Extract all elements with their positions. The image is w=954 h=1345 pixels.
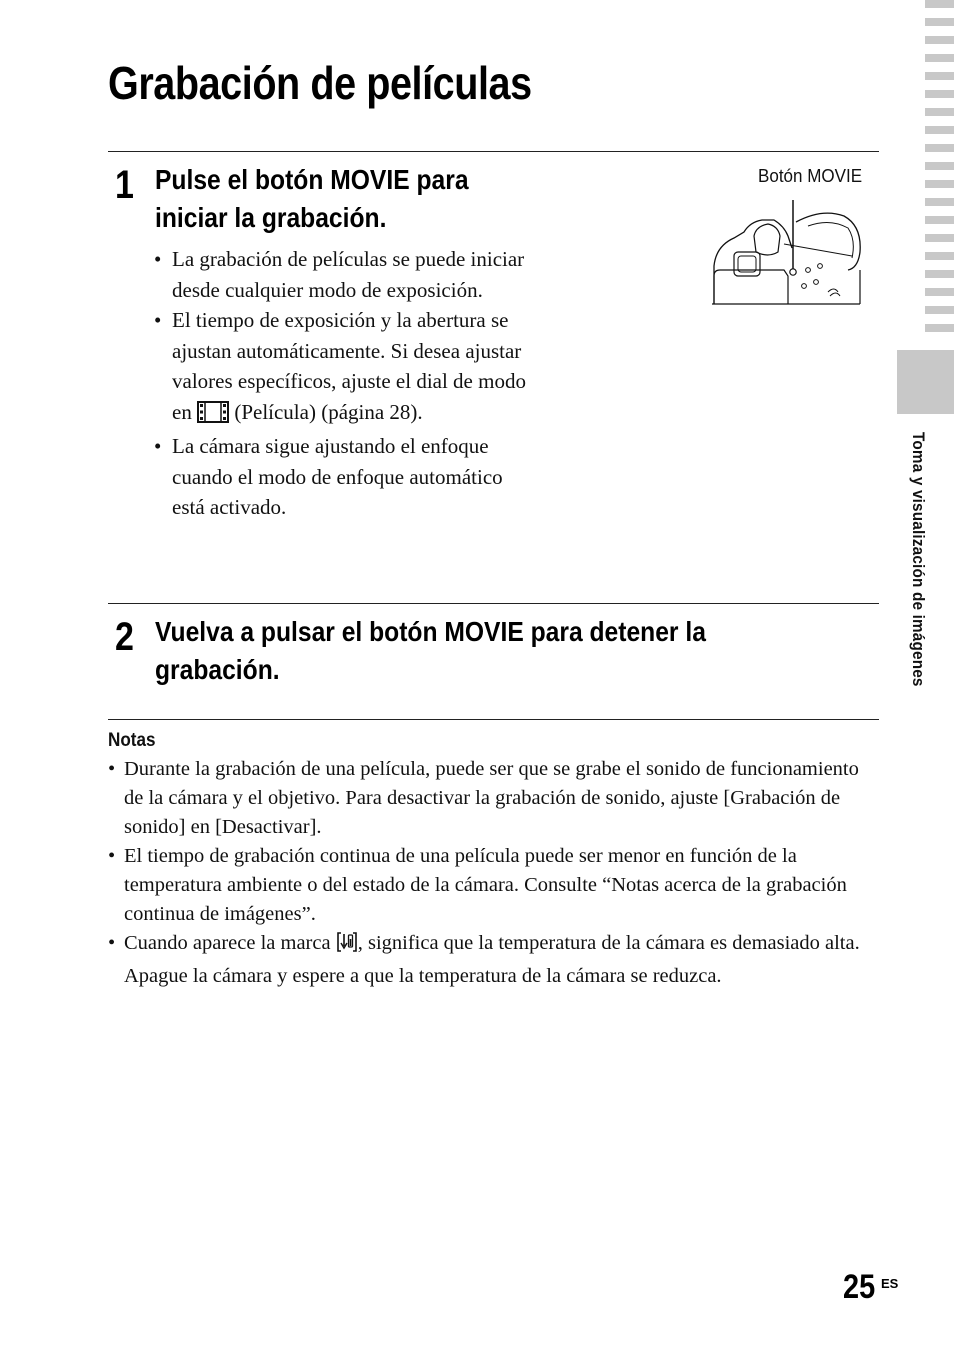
list-item: • El tiempo de grabación continua de una película puede ser menor en función de la temperatura ambiente o del estado de la cámara. Consulte “Notas acerca de la grabación continua de imágenes”. <box>108 842 878 929</box>
temperature-warning-icon <box>336 931 358 962</box>
step-2-heading <box>155 613 706 689</box>
page-language: ES <box>881 1276 899 1291</box>
list-item: • Durante la grabación de una película, puede ser que se grabe el sonido de funcionamiento de la cámara y el objetivo. Para desactivar la grabación de sonido, ajuste [Grabación de sonido] en [Desactivar]. <box>108 755 878 842</box>
step-1-heading-line1: Pulse el botón MOVIE para <box>155 164 469 195</box>
page-number: 25 <box>843 1268 876 1306</box>
step-1-heading <box>155 161 469 237</box>
step-2-divider <box>108 603 879 604</box>
list-item: • El tiempo de exposición y la abertura se ajustan automáticamente. Si desea ajustar valores específicos, ajuste el dial de modo en (Película) (página 28). <box>154 305 539 431</box>
page-title: Grabación de películas <box>108 57 532 109</box>
list-item: • La grabación de películas se puede iniciar desde cualquier modo de exposición. <box>154 244 539 305</box>
film-strip-icon <box>197 401 229 432</box>
list-item: • La cámara sigue ajustando el enfoque cuando el modo de enfoque automático está activado. <box>154 431 539 523</box>
step-1-number: 1 <box>115 163 134 207</box>
list-item: • Cuando aparece la marca , significa que la temperatura de la cámara es demasiado alta. Apague la cámara y espere a que la temperatura de la cámara se reduzca. <box>108 929 878 991</box>
notes-divider <box>108 719 879 720</box>
step-2-number: 2 <box>115 615 134 659</box>
step-1-heading-line2: iniciar la grabación. <box>155 202 387 233</box>
section-tab-label: Toma y visualización de imágenes <box>909 432 928 687</box>
step-2-heading-line2: grabación. <box>155 654 280 685</box>
notes-list <box>108 755 878 991</box>
notes-title: Notas <box>108 730 156 751</box>
step-1-divider <box>108 151 879 152</box>
step-1-bullets <box>154 244 539 523</box>
step-2-heading-line1: Vuelva a pulsar el botón MOVIE para detener la <box>155 616 706 647</box>
side-tab-marker <box>897 350 954 414</box>
movie-button-label: Botón MOVIE <box>758 165 863 186</box>
camera-back-icon <box>712 196 864 311</box>
side-tab-stripes <box>925 0 954 342</box>
